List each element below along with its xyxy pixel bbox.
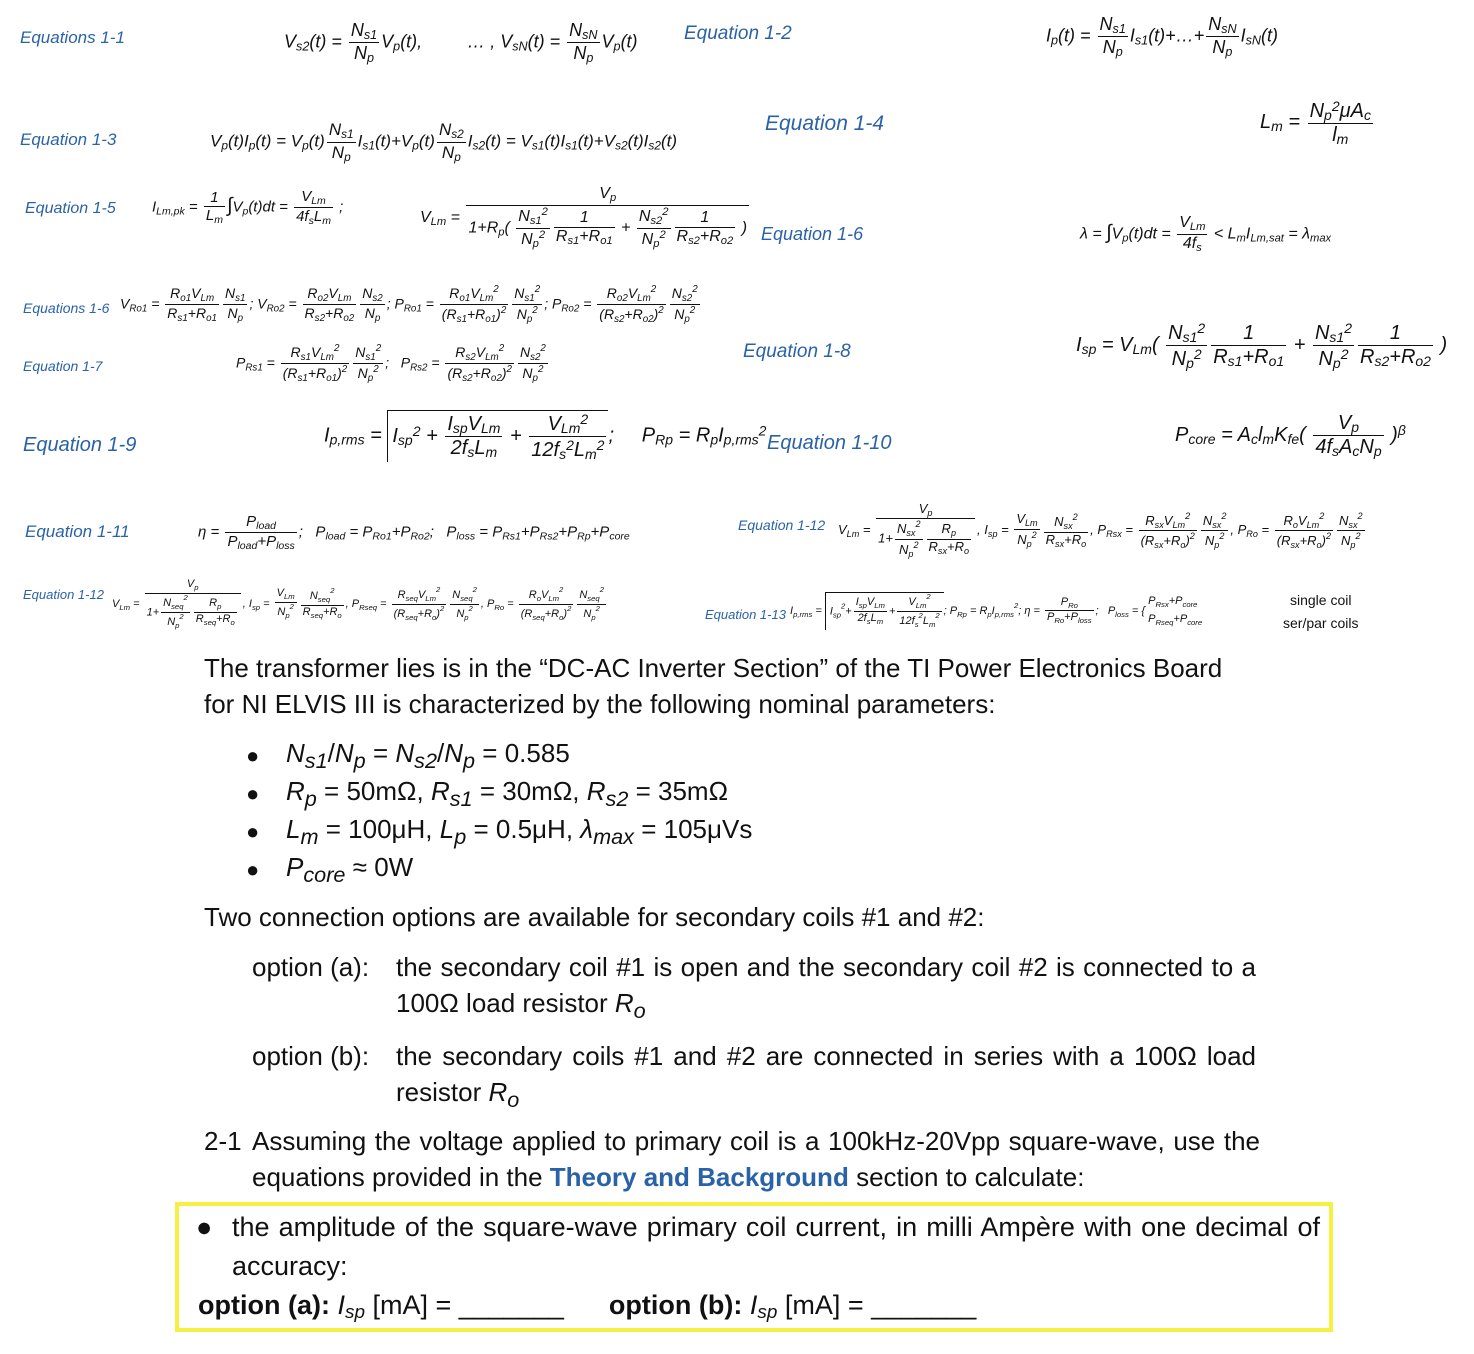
equation-1-11: η = $\frac{P_{load}}{P_{load}+P_{loss}}$ ; $P_{load} = P_{Ro1}+P_{Ro2}$; $P_{loss} = P_{Rs1}+P_{Rs2}+P_{Rp}+P_{core}$ — [198, 513, 630, 553]
equations-label-1-6: Equations 1-6 — [23, 300, 110, 316]
equation-1-12b: $V_{Lm}$ = $V_p$ 1+ $\frac{N_{seq}^2}{N_p^2}$ $\frac{R_p}{R_{seq}+R_o}$ , $I_{sp}$ = $\frac{V_{Lm}}{N_p^2}$ $\frac{N_{seq}^2}{R_{seq}+R_o}$ , $P_{Rseq}$ = $\frac{R_{seq}V_{Lm}^2}{(R_{seq}+R_o)^2}$ $\frac{N_{seq}^2}{N_p^2}$ , $P_{Ro}$ = $\frac{R_oV_{Lm}^2}{(R_{seq}+R_o)^2}$ $\frac{N_{seq}^2}{N_p^2}$ — [112, 578, 604, 630]
rp-value: 50mΩ — [346, 775, 417, 806]
equation-label-1-2: Equation 1-2 — [684, 23, 792, 44]
equation-1-5: $I_{Lm,pk}$ = $\frac{1}{L_m}$ $\int V_p(t)dt$ = $\frac{V_{Lm}}{4f_sL_m}$ ; — [152, 188, 344, 228]
pcore-value: 0W — [374, 851, 414, 882]
equation-label-1-13: Equation 1-13 — [705, 607, 786, 622]
answer-option-a-unit: [mA] = — [372, 1290, 452, 1320]
answer-option-a-blank[interactable]: _______ — [458, 1290, 564, 1320]
turns-ratio-value: 0.585 — [504, 737, 570, 768]
equation-1-10: $P_{core} = A_cl_mK_{fe}$( $\frac{V_p}{4f_sA_cN_p}$ )$^\beta$ — [1175, 412, 1406, 460]
equation-1-9: $I_{p,rms} = I_{sp}^2$ + $\frac{I_{sp}V_{Lm}}{2f_sL_m}$ + $\frac{V_{Lm}^2}{12f_s^2L_m^2}$ ; $P_{Rp} = R_pI_{p,rms}^2$ — [324, 411, 767, 463]
lm-value: 100μH — [348, 813, 426, 844]
question-number: 2-1 — [204, 1126, 242, 1156]
equation-label-1-3: Equation 1-3 — [20, 130, 117, 149]
list-item: ● $L_m = 100\mu H$, $L_p = 0.5\mu H$, $\lambda_{max} = 105\mu Vs$ — [246, 813, 753, 850]
equation-1-6-lambda: $\lambda = \int V_p(t)dt$ = $\frac{V_{Lm}}{4f_s}$ < $L_mI_{Lm,sat} = \lambda_{max}$ — [1080, 214, 1332, 254]
equation-1-3: $V_p(t)I_p(t) = V_p(t)$ $\frac{N_{s1}}{N_p}$ $I_{s1}(t)+V_p(t)$ $\frac{N_{s2}}{N_p}$ $I_{s2}(t) = V_{s1}(t)I_{s1}(t)+V_{s2}(t)I_{s2}(t)$ — [210, 120, 678, 164]
note-single-coil: single coil — [1290, 592, 1352, 608]
answer-option-a-label: option (a): — [198, 1290, 330, 1320]
equation-1-1: $V_{s2}(t)$ = $\frac{N_{s1}}{N_p}$ $V_p(t)$, … , $V_{sN}(t)$ = $\frac{N_{sN}}{N_p}$ $V_p(t)$ — [284, 20, 638, 66]
equation-1-7: $P_{Rs1}$ = $\frac{R_{s1}V_{Lm}^2}{(R_{s1}+R_{o1})^2}$ $\frac{N_{s1}^2}{N_p^2}$ ; $P_{Rs2}$ = $\frac{R_{s2}V_{Lm}^2}{(R_{s2}+R_{o2})^2}$ $\frac{N_{s2}^2}{N_p^2}$ — [236, 343, 546, 385]
task-bullet: ● the amplitude of the square-wave primary coil current, in milli Ampère with one decimal of accuracy: — [196, 1208, 1322, 1286]
answer-option-b-unit: [mA] = — [784, 1290, 864, 1320]
option-a-text: the secondary coil #1 is open and the secondary coil #2 is connected to a 100Ω load resistor — [396, 952, 1256, 1019]
intro-line-2: for NI ELVIS III is characterized by the following nominal parameters: — [204, 688, 996, 719]
equation-1-12a: $V_{Lm}$ = $V_p$ 1+ $\frac{N_{sx}^2}{N_p^2}$ $\frac{R_p}{R_{sx}+R_o}$ , $I_{sp}$ = $\frac{V_{Lm}}{N_p^2}$ $\frac{N_{sx}^2}{R_{sx}+R_o}$ , $P_{Rsx}$ = $\frac{R_{sx}V_{Lm}^2}{(R_{sx}+R_o)^2}$ $\frac{N_{sx}^2}{N_p^2}$ , $P_{Ro}$ = $\frac{R_oV_{Lm}^2}{(R_{sx}+R_o)^2}$ $\frac{N_{sx}^2}{N_p^2}$ — [838, 501, 1363, 559]
intro-line-1: The transformer lies is in the “DC-AC Inverter Section” of the TI Power Electronics Board — [204, 653, 1223, 683]
option-a-key: option (a): — [252, 952, 370, 982]
equation-label-1-10: Equation 1-10 — [767, 432, 892, 454]
option-b-text: the secondary coils #1 and #2 are connected in series with a 100Ω load resistor — [396, 1041, 1256, 1108]
equation-1-4: $L_m$ = $\frac{N_p^2\mu A_c}{l_m}$ — [1260, 98, 1371, 148]
equation-label-1-8: Equation 1-8 — [743, 341, 851, 362]
equation-label-1-9: Equation 1-9 — [23, 434, 137, 456]
note-ser-par-coils: ser/par coils — [1283, 615, 1359, 631]
equation-label-1-6: Equation 1-6 — [761, 224, 864, 244]
equation-label-1-4: Equation 1-4 — [765, 112, 885, 135]
lp-value: 0.5μH — [495, 813, 566, 844]
rs2-value: 35mΩ — [658, 775, 729, 806]
equation-label-1-7: Equation 1-7 — [23, 358, 103, 374]
question-text-after: section to calculate: — [856, 1161, 1085, 1192]
equation-1-13: $I_{p,rms} = I_{sp}^2+$ $\frac{I_{sp}V_{Lm}}{2f_sL_m}$ + $\frac{V_{Lm}^2}{12f_s^2L_m^2}$ ; $P_{Rp} = R_pI_{p,rms}^2$; η = $\frac{P_{Ro}}{P_{Ro}+P_{loss}}$ ; $P_{loss}$ = { $P_{Rsx}+P_{core}$ $P_{Rseq}+P_{core}$ — [790, 592, 1203, 629]
theory-background-link[interactable]: Theory and Background — [549, 1161, 849, 1192]
question-2-1 — [204, 1124, 1264, 1196]
equation-label-1-11: Equation 1-11 — [25, 522, 130, 541]
equation-label-1-1: Equations 1-1 — [20, 28, 125, 47]
list-item: ● $P_{core} \approx 0W$ — [246, 851, 414, 888]
option-b: option (b): the secondary coils #1 and #2 are connected in series with a 100Ω load resistor $R_o$ — [252, 1038, 1256, 1116]
task-text: the amplitude of the square-wave primary coil current, in milli Ampère with one decimal of accuracy: — [232, 1212, 1320, 1282]
equation-label-1-5: Equation 1-5 — [25, 200, 116, 217]
parameter-list — [246, 737, 752, 889]
equation-1-5-vlm: $V_{Lm}$ = $V_p$ $1+R_p$( $\frac{N_{s1}^2}{N_p^2}$ $\frac{1}{R_{s1}+R_{o1}}$ + $\frac{N_{s2}^2}{N_p^2}$ $\frac{1}{R_{s2}+R_{o2}}$ ) — [420, 185, 748, 250]
rs1-value: 30mΩ — [502, 775, 573, 806]
answer-option-b-label: option (b): — [608, 1290, 743, 1320]
connection-intro: Two connection options are available for secondary coils #1 and #2: — [204, 902, 985, 932]
list-item: ● $N_{s1}/N_p = N_{s2}/N_p = 0.585$ — [246, 737, 570, 774]
option-b-key: option (b): — [252, 1041, 370, 1071]
intro-paragraph — [204, 651, 1222, 723]
question-text: Assuming the voltage applied to primary coil is a 100kHz-20Vpp square-wave, use the equations provided in the — [252, 1126, 1260, 1192]
equation-1-2: $I_p(t)$ = $\frac{N_{s1}}{N_p}$ $I_{s1}(t)+\dots+$ $\frac{N_{sN}}{N_p}$ $I_{sN}(t)$ — [1046, 14, 1279, 60]
equation-label-1-12a: Equation 1-12 — [738, 517, 826, 533]
lambda-max-value: 105μVs — [663, 813, 753, 844]
list-item: ● $R_p = 50m\Omega$, $R_{s1} = 30m\Omega$, $R_{s2} = 35m\Omega$ — [246, 775, 729, 812]
answer-option-b-blank[interactable]: _______ — [871, 1290, 977, 1320]
option-a: option (a): the secondary coil #1 is open and the secondary coil #2 is connected to a 100Ω load resistor $R_o$ — [252, 949, 1256, 1027]
equation-label-1-12b: Equation 1-12 — [23, 587, 104, 602]
equation-1-8: $I_{sp} = V_{Lm}$( $\frac{N_{s1}^2}{N_p^2}$ $\frac{1}{R_{s1}+R_{o1}}$ + $\frac{N_{s1}^2}{N_p^2}$ $\frac{1}{R_{s2}+R_{o2}}$ ) — [1076, 320, 1448, 372]
equations-1-6-row: $V_{Ro1}$ = $\frac{R_{o1}V_{Lm}}{R_{s1}+R_{o1}}$ $\frac{N_{s1}}{N_p}$ ; $V_{Ro2}$ = $\frac{R_{o2}V_{Lm}}{R_{s2}+R_{o2}}$ $\frac{N_{s2}}{N_p}$ ; $P_{Ro1}$ = $\frac{R_{o1}V_{Lm}^2}{(R_{s1}+R_{o1})^2}$ $\frac{N_{s1}^2}{N_p^2}$ ; $P_{Ro2}$ = $\frac{R_{o2}V_{Lm}^2}{(R_{s2}+R_{o2})^2}$ $\frac{N_{s2}^2}{N_p^2}$ — [120, 284, 698, 326]
answer-row: option (a): $I_{sp}$ [mA] = _______ option (b): $I_{sp}$ [mA] = _______ — [198, 1290, 977, 1323]
